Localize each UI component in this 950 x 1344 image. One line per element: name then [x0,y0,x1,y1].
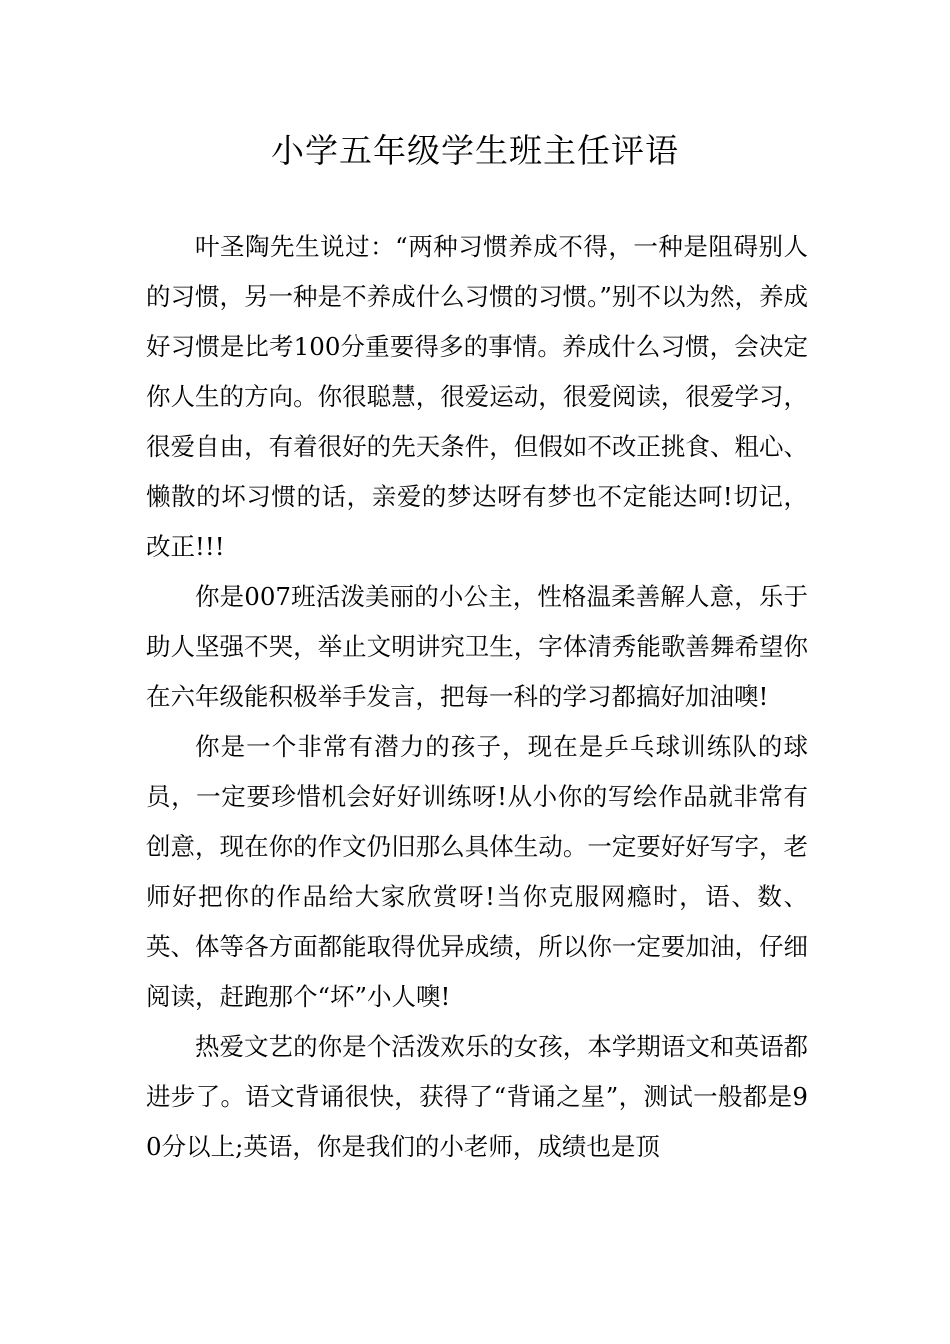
paragraph-4: 热爱文艺的你是个活泼欢乐的女孩，本学期语文和英语都进步了。语文背诵很快，获得了“背诵之星”，测试一般都是90分以上;英语，你是我们的小老师，成绩也是顶 [146,1032,808,1161]
document-title: 小学五年级学生班主任评语 [271,131,679,170]
paragraph-1: 叶圣陶先生说过：“两种习惯养成不得，一种是阻碍别人的习惯，另一种是不养成什么习惯的习惯。”别不以为然，养成好习惯是比考100分重要得多的事情。养成什么习惯，会决定你人生的方向。你很聪慧，很爱运动，很爱阅读，很爱学习，很爱自由，有着很好的先天条件，但假如不改正挑食、粗心、懒散的坏习惯的话，亲爱的梦达呀有梦也不定能达呵!切记，改正!!! [146,232,808,561]
paragraph-2: 你是007班活泼美丽的小公主，性格温柔善解人意，乐于助人坚强不哭，举止文明讲究卫生，字体清秀能歌善舞希望你在六年级能积极举手发言，把每一科的学习都搞好加油噢! [146,582,808,711]
paragraph-3: 你是一个非常有潜力的孩子，现在是乒乓球训练队的球员，一定要珍惜机会好好训练呀!从小你的写绘作品就非常有创意，现在你的作文仍旧那么具体生动。一定要好好写字，老师好把你的作品给大家欣赏呀!当你克服网瘾时，语、数、英、体等各方面都能取得优异成绩，所以你一定要加油，仔细阅读，赶跑那个“坏”小人噢! [146,732,808,1011]
document-body [146,222,808,1172]
